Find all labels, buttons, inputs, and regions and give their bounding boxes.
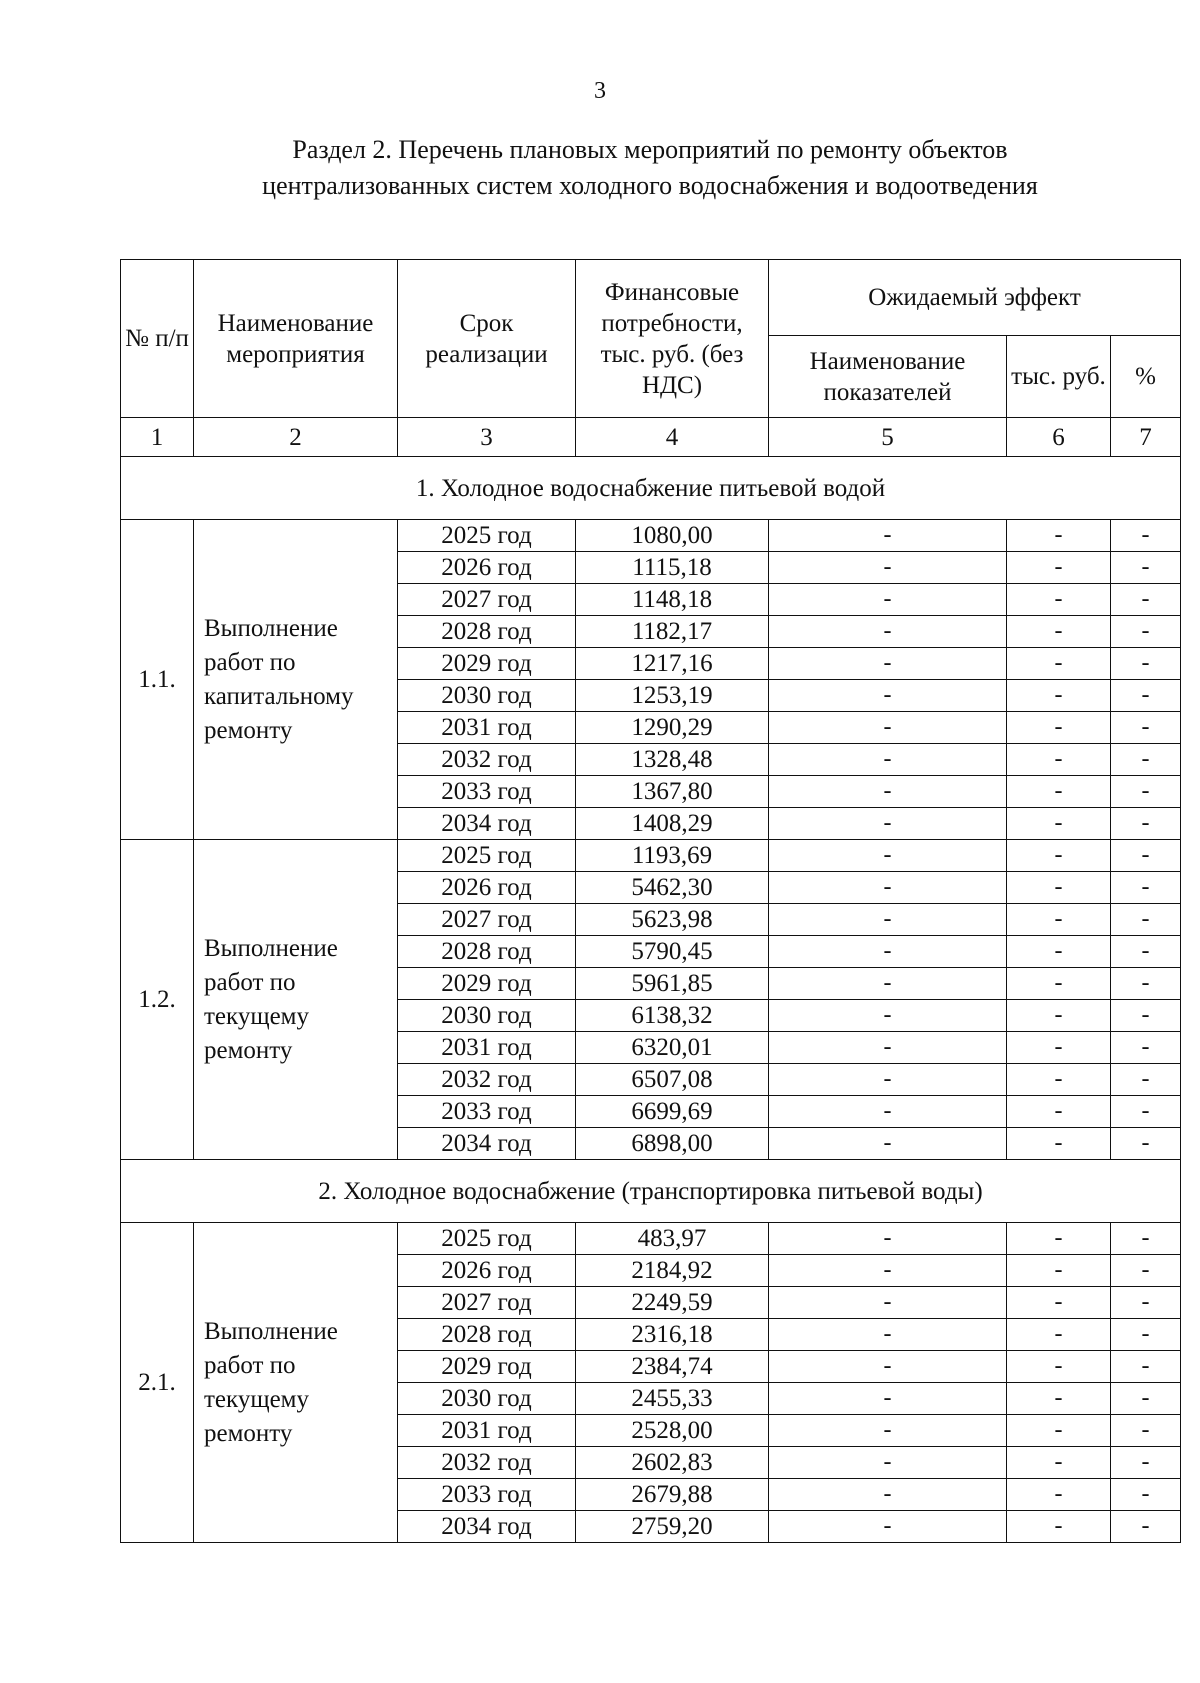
year-cell: 2025 год [398,840,576,872]
percent-cell: - [1111,616,1181,648]
repair-plan-table [120,259,1181,1543]
indicator-cell: - [769,1000,1007,1032]
indicator-cell: - [769,1383,1007,1415]
year-cell: 2028 год [398,616,576,648]
indicator-cell: - [769,1032,1007,1064]
indicator-cell: - [769,744,1007,776]
percent-cell: - [1111,1000,1181,1032]
finance-cell: 2679,88 [576,1479,769,1511]
item-number: 1.2. [121,840,194,1160]
indicator-cell: - [769,648,1007,680]
finance-cell: 1328,48 [576,744,769,776]
year-cell: 2032 год [398,1447,576,1479]
percent-cell: - [1111,1383,1181,1415]
indicator-cell: - [769,1287,1007,1319]
document-title [120,132,1180,204]
thousand-rub-cell: - [1007,1255,1111,1287]
finance-cell: 1182,17 [576,616,769,648]
item-name: Выполнение работ по текущему ремонту [194,840,398,1160]
thousand-rub-cell: - [1007,1447,1111,1479]
finance-cell: 2602,83 [576,1447,769,1479]
finance-cell: 6699,69 [576,1096,769,1128]
header-finance: Финансовые потребности, тыс. руб. (без НДС) [576,260,769,418]
finance-cell: 1148,18 [576,584,769,616]
indicator-cell: - [769,1351,1007,1383]
finance-cell: 1290,29 [576,712,769,744]
year-cell: 2034 год [398,1511,576,1543]
header-percent: % [1111,336,1181,418]
year-cell: 2031 год [398,1032,576,1064]
item-number: 2.1. [121,1223,194,1543]
indicator-cell: - [769,840,1007,872]
indicator-cell: - [769,1096,1007,1128]
thousand-rub-cell: - [1007,552,1111,584]
finance-cell: 6138,32 [576,1000,769,1032]
indicator-cell: - [769,680,1007,712]
finance-cell: 1408,29 [576,808,769,840]
header-effect: Ожидаемый эффект [769,260,1181,336]
indicator-cell: - [769,1511,1007,1543]
finance-cell: 6898,00 [576,1128,769,1160]
table-row [121,840,1181,872]
table-row [121,520,1181,552]
year-cell: 2029 год [398,968,576,1000]
column-number: 5 [769,418,1007,457]
finance-cell: 2249,59 [576,1287,769,1319]
year-cell: 2026 год [398,872,576,904]
finance-cell: 5462,30 [576,872,769,904]
finance-cell: 5623,98 [576,904,769,936]
item-number: 1.1. [121,520,194,840]
percent-cell: - [1111,808,1181,840]
year-cell: 2033 год [398,776,576,808]
indicator-cell: - [769,936,1007,968]
percent-cell: - [1111,1511,1181,1543]
year-cell: 2032 год [398,1064,576,1096]
indicator-cell: - [769,616,1007,648]
percent-cell: - [1111,1255,1181,1287]
thousand-rub-cell: - [1007,968,1111,1000]
indicator-cell: - [769,1415,1007,1447]
title-line-1: Раздел 2. Перечень плановых мероприятий по ремонту объектов [292,135,1008,164]
thousand-rub-cell: - [1007,1128,1111,1160]
indicator-cell: - [769,1447,1007,1479]
percent-cell: - [1111,648,1181,680]
year-cell: 2032 год [398,744,576,776]
finance-cell: 6320,01 [576,1032,769,1064]
year-cell: 2030 год [398,1000,576,1032]
thousand-rub-cell: - [1007,1096,1111,1128]
year-cell: 2029 год [398,1351,576,1383]
percent-cell: - [1111,1096,1181,1128]
header-thousand-rub: тыс. руб. [1007,336,1111,418]
thousand-rub-cell: - [1007,1319,1111,1351]
item-name: Выполнение работ по текущему ремонту [194,1223,398,1543]
finance-cell: 2384,74 [576,1351,769,1383]
percent-cell: - [1111,968,1181,1000]
finance-cell: 1253,19 [576,680,769,712]
percent-cell: - [1111,520,1181,552]
indicator-cell: - [769,872,1007,904]
indicator-cell: - [769,1064,1007,1096]
title-line-2: централизованных систем холодного водоснабжения и водоотведения [262,171,1038,200]
percent-cell: - [1111,904,1181,936]
thousand-rub-cell: - [1007,1287,1111,1319]
percent-cell: - [1111,1064,1181,1096]
thousand-rub-cell: - [1007,648,1111,680]
thousand-rub-cell: - [1007,520,1111,552]
thousand-rub-cell: - [1007,616,1111,648]
year-cell: 2033 год [398,1096,576,1128]
year-cell: 2033 год [398,1479,576,1511]
year-cell: 2028 год [398,936,576,968]
indicator-cell: - [769,520,1007,552]
percent-cell: - [1111,680,1181,712]
percent-cell: - [1111,584,1181,616]
year-cell: 2027 год [398,904,576,936]
thousand-rub-cell: - [1007,1415,1111,1447]
thousand-rub-cell: - [1007,904,1111,936]
thousand-rub-cell: - [1007,680,1111,712]
thousand-rub-cell: - [1007,712,1111,744]
thousand-rub-cell: - [1007,744,1111,776]
percent-cell: - [1111,1319,1181,1351]
percent-cell: - [1111,1032,1181,1064]
indicator-cell: - [769,808,1007,840]
thousand-rub-cell: - [1007,1032,1111,1064]
percent-cell: - [1111,744,1181,776]
header-indicators: Наименование показателей [769,336,1007,418]
column-number: 7 [1111,418,1181,457]
table-header [121,260,1181,457]
indicator-cell: - [769,1223,1007,1255]
item-name: Выполнение работ по капитальному ремонту [194,520,398,840]
indicator-cell: - [769,968,1007,1000]
percent-cell: - [1111,1415,1181,1447]
indicator-cell: - [769,1319,1007,1351]
year-cell: 2029 год [398,648,576,680]
year-cell: 2027 год [398,584,576,616]
table-body [121,457,1181,1543]
percent-cell: - [1111,1447,1181,1479]
thousand-rub-cell: - [1007,1000,1111,1032]
year-cell: 2034 год [398,1128,576,1160]
thousand-rub-cell: - [1007,1351,1111,1383]
header-num: № п/п [121,260,194,418]
thousand-rub-cell: - [1007,1511,1111,1543]
finance-cell: 1367,80 [576,776,769,808]
finance-cell: 1193,69 [576,840,769,872]
column-number: 1 [121,418,194,457]
percent-cell: - [1111,840,1181,872]
indicator-cell: - [769,776,1007,808]
finance-cell: 2184,92 [576,1255,769,1287]
thousand-rub-cell: - [1007,936,1111,968]
thousand-rub-cell: - [1007,776,1111,808]
column-number: 6 [1007,418,1111,457]
header-term: Срок реализации [398,260,576,418]
finance-cell: 1080,00 [576,520,769,552]
percent-cell: - [1111,1351,1181,1383]
indicator-cell: - [769,1255,1007,1287]
year-cell: 2031 год [398,712,576,744]
finance-cell: 2528,00 [576,1415,769,1447]
thousand-rub-cell: - [1007,1383,1111,1415]
percent-cell: - [1111,712,1181,744]
page-number: 3 [594,78,606,104]
thousand-rub-cell: - [1007,840,1111,872]
column-number: 3 [398,418,576,457]
percent-cell: - [1111,1223,1181,1255]
section-row [121,457,1181,520]
percent-cell: - [1111,1479,1181,1511]
percent-cell: - [1111,1128,1181,1160]
finance-cell: 1115,18 [576,552,769,584]
indicator-cell: - [769,552,1007,584]
finance-cell: 5961,85 [576,968,769,1000]
indicator-cell: - [769,712,1007,744]
percent-cell: - [1111,1287,1181,1319]
year-cell: 2026 год [398,1255,576,1287]
column-number: 4 [576,418,769,457]
percent-cell: - [1111,776,1181,808]
section-title: 1. Холодное водоснабжение питьевой водой [121,457,1181,520]
year-cell: 2030 год [398,1383,576,1415]
thousand-rub-cell: - [1007,584,1111,616]
finance-cell: 1217,16 [576,648,769,680]
finance-cell: 483,97 [576,1223,769,1255]
column-number: 2 [194,418,398,457]
indicator-cell: - [769,584,1007,616]
finance-cell: 2316,18 [576,1319,769,1351]
year-cell: 2034 год [398,808,576,840]
percent-cell: - [1111,872,1181,904]
thousand-rub-cell: - [1007,1064,1111,1096]
year-cell: 2030 год [398,680,576,712]
finance-cell: 6507,08 [576,1064,769,1096]
year-cell: 2026 год [398,552,576,584]
year-cell: 2028 год [398,1319,576,1351]
finance-cell: 2455,33 [576,1383,769,1415]
header-name: Наименование мероприятия [194,260,398,418]
percent-cell: - [1111,552,1181,584]
indicator-cell: - [769,1128,1007,1160]
column-number-row [121,418,1181,457]
thousand-rub-cell: - [1007,1223,1111,1255]
thousand-rub-cell: - [1007,872,1111,904]
indicator-cell: - [769,1479,1007,1511]
finance-cell: 2759,20 [576,1511,769,1543]
table-row [121,1223,1181,1255]
section-row [121,1160,1181,1223]
year-cell: 2027 год [398,1287,576,1319]
indicator-cell: - [769,904,1007,936]
year-cell: 2025 год [398,1223,576,1255]
year-cell: 2025 год [398,520,576,552]
finance-cell: 5790,45 [576,936,769,968]
year-cell: 2031 год [398,1415,576,1447]
thousand-rub-cell: - [1007,808,1111,840]
section-title: 2. Холодное водоснабжение (транспортировка питьевой воды) [121,1160,1181,1223]
percent-cell: - [1111,936,1181,968]
thousand-rub-cell: - [1007,1479,1111,1511]
